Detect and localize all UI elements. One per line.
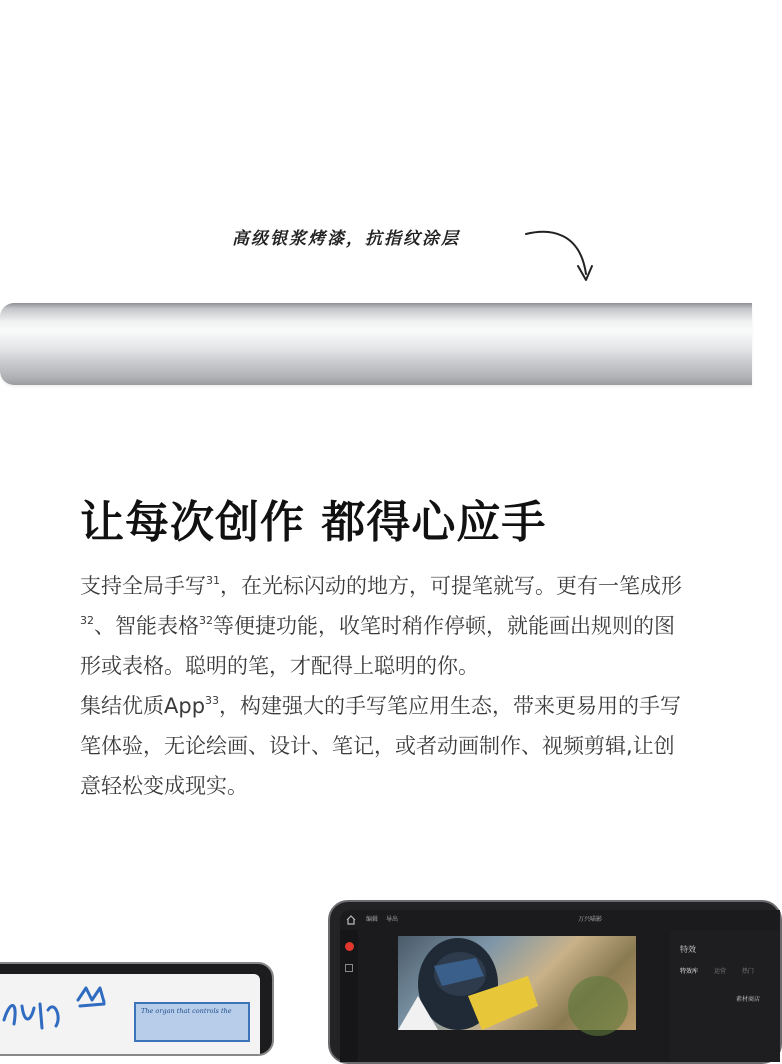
paragraph-app-ecosystem [80, 686, 690, 806]
footnote-ref: 32 [199, 614, 213, 627]
stylus-pen-image [0, 303, 752, 385]
motocross-rider-image [398, 936, 636, 1030]
effects-tabs [680, 966, 768, 975]
effects-panel-title: 特效 [680, 945, 696, 954]
text-segment: 集结优质App [80, 694, 206, 718]
page-headline: 让每次创作 都得心应手 [80, 497, 547, 548]
right-tablet [328, 900, 782, 1064]
footnote-ref: 33 [205, 694, 220, 707]
record-icon[interactable] [345, 942, 354, 951]
home-icon[interactable] [346, 915, 356, 925]
video-preview[interactable] [398, 936, 636, 1030]
text-segment: ，构建强大的手写笔应用生态，带来更易用的手写笔体验，无论绘画、设计、笔记，或者动画制作、视频剪辑,让创意轻松变成现实。 [80, 694, 682, 798]
tab-effects-library[interactable]: 特效库 [680, 968, 699, 975]
video-editor-screen [340, 910, 780, 1062]
text-segment: 等便捷功能，收笔时稍作停顿，就能画出规则的图形或表格。聪明的笔，才配得上聪明的你。 [80, 614, 675, 678]
left-tablet-screen [0, 974, 260, 1054]
asset-store-link[interactable]: 素材商店 [736, 996, 761, 1003]
editor-side-rail [340, 930, 358, 1062]
text-segment: 、智能表格 [94, 614, 199, 638]
curved-arrow-icon [520, 226, 600, 288]
left-tablet [0, 962, 274, 1056]
text-segment: 支持全局手写 [80, 574, 206, 598]
editor-top-bar [340, 910, 780, 930]
handwriting-sketch [0, 980, 130, 1040]
note-card: The organ that controls the [134, 1002, 250, 1042]
feature-description [80, 566, 690, 806]
menu-edit[interactable]: 编辑 [366, 916, 379, 923]
pen-annotation: 高级银浆烤漆，抗指纹涂层 [232, 229, 460, 249]
tab-operations[interactable]: 运营 [713, 968, 726, 975]
footnote-ref: 31 [206, 574, 220, 587]
menu-export[interactable]: 导出 [386, 916, 399, 923]
layers-icon[interactable] [345, 964, 353, 972]
app-title: 万兴喵影 [578, 916, 603, 923]
effects-panel [670, 930, 780, 1062]
tab-popular[interactable]: 热门 [741, 968, 754, 975]
text-segment: ，在光标闪动的地方，可提笔就写。更有一笔成形 [220, 574, 682, 598]
paragraph-handwriting [80, 566, 690, 686]
footnote-ref: 32 [80, 614, 94, 627]
